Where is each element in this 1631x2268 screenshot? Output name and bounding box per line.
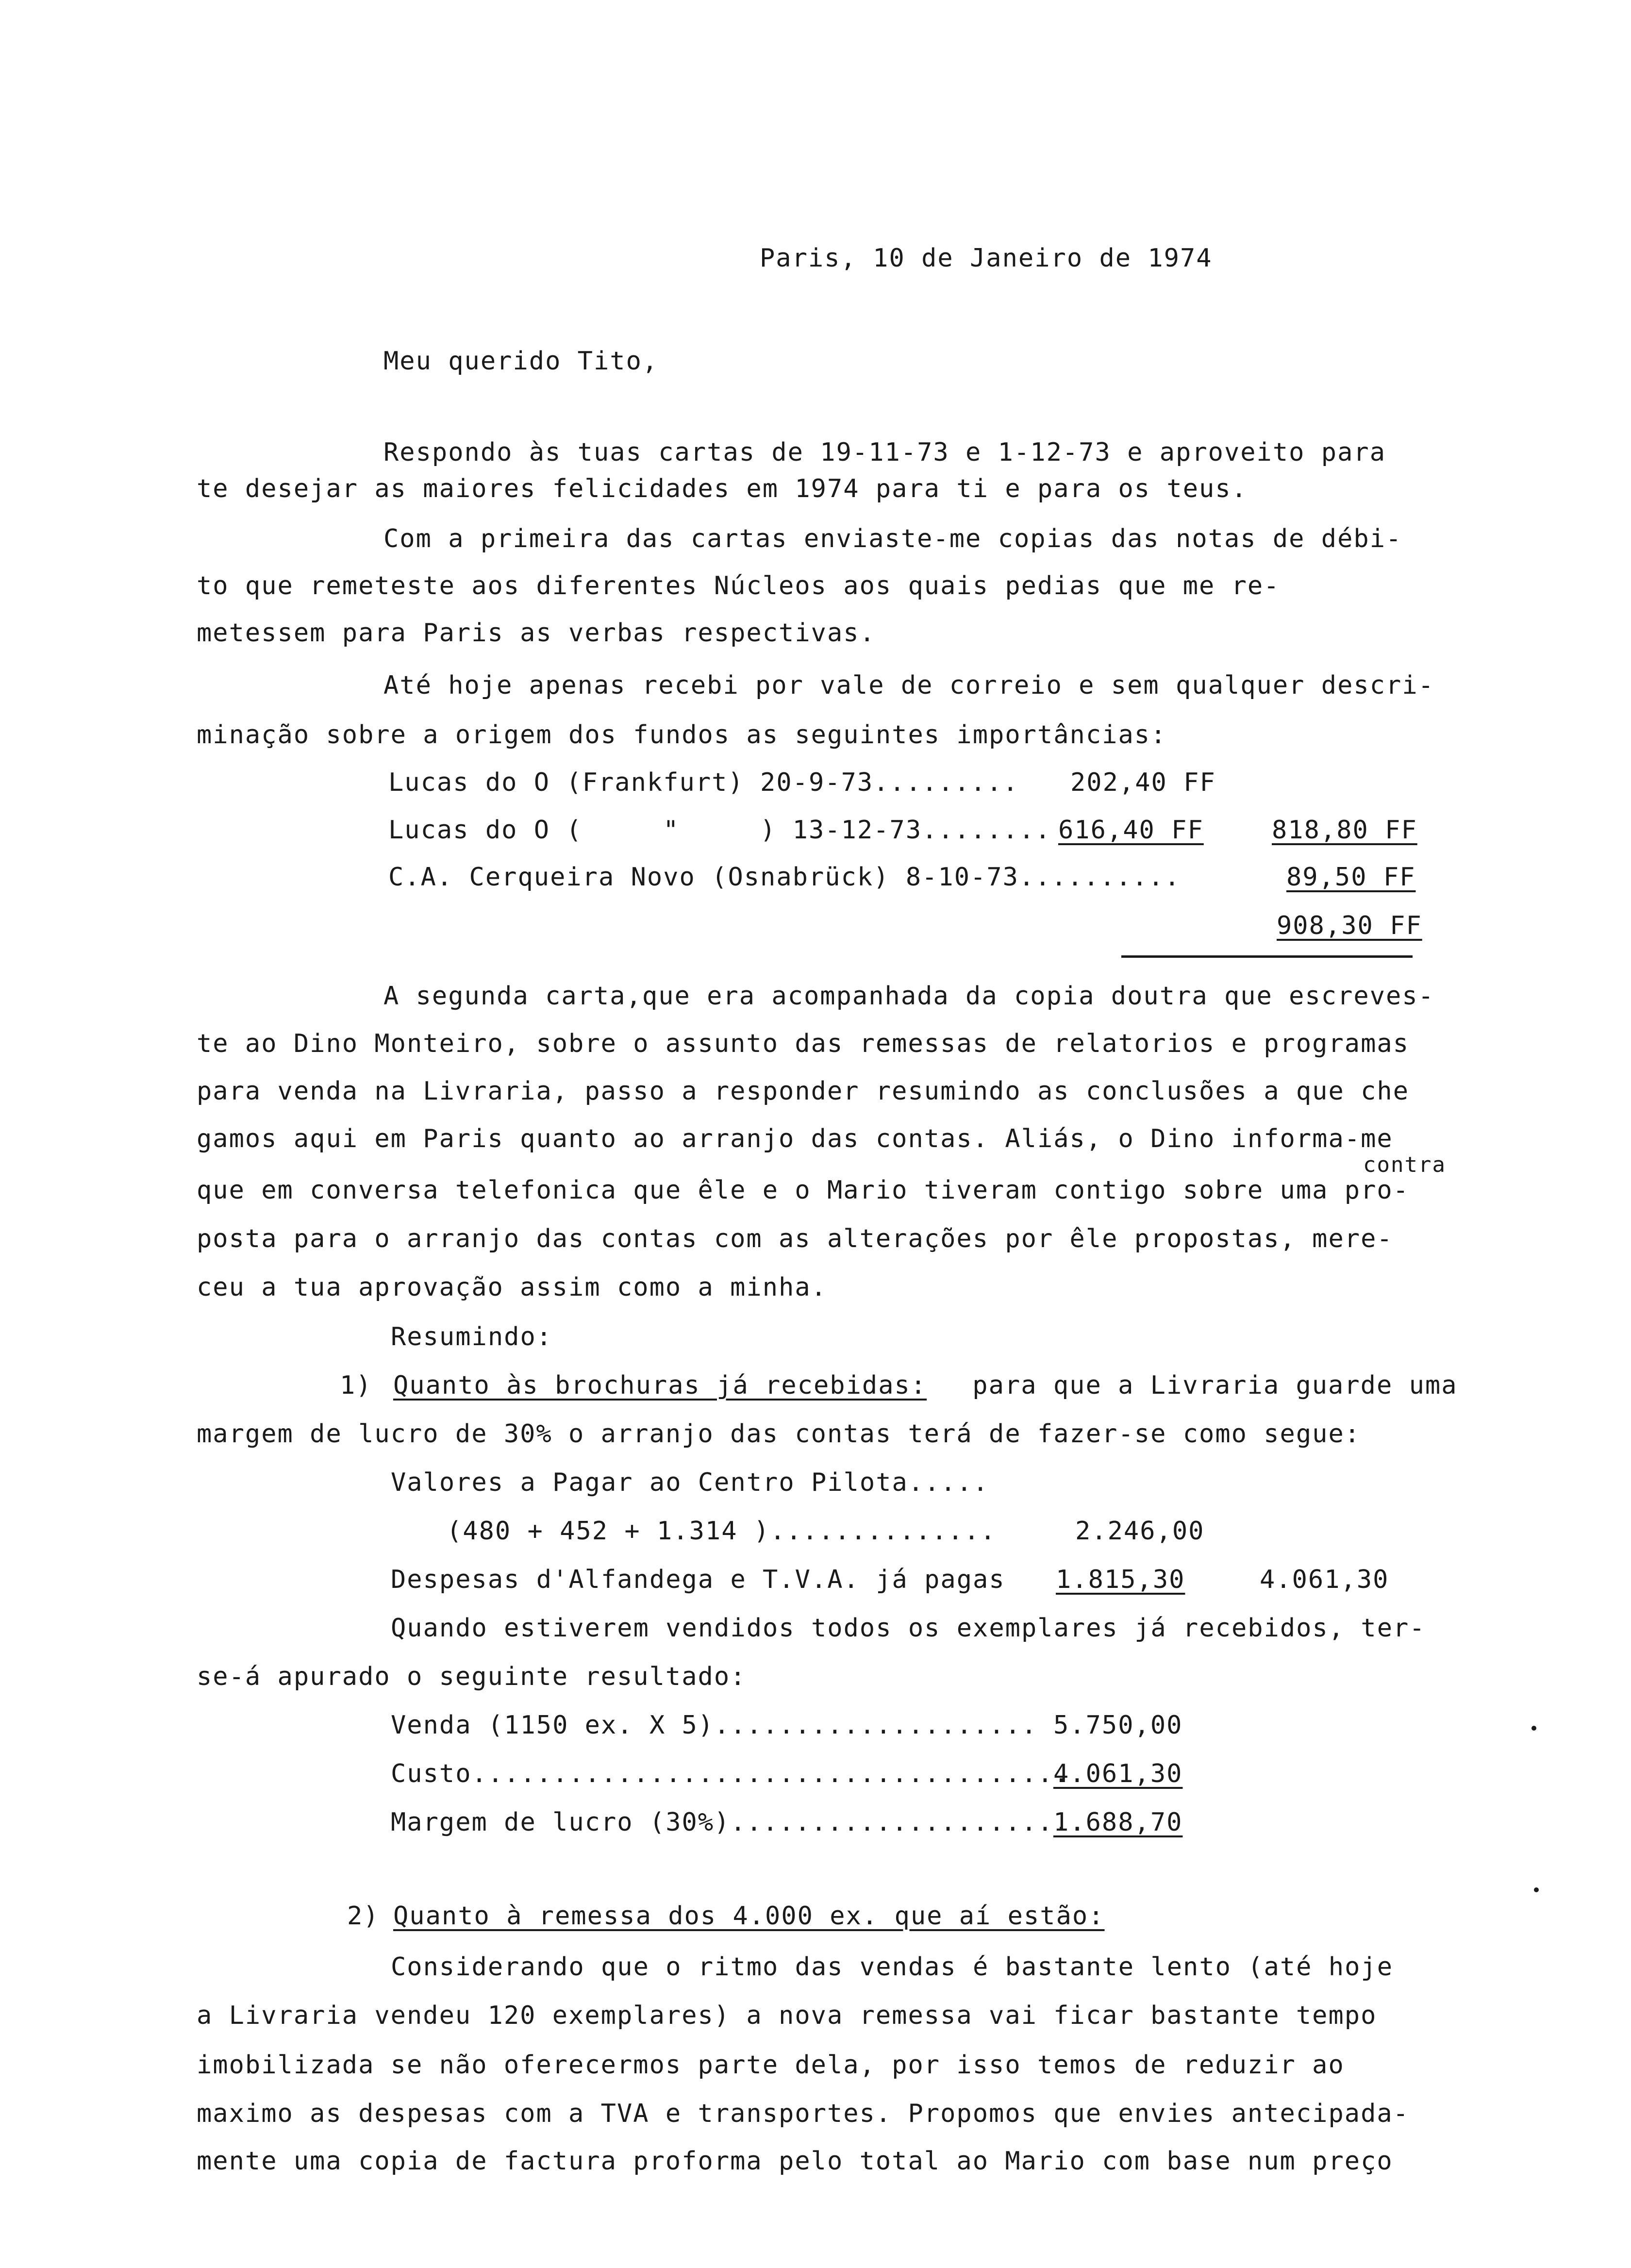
item-1-line-2: margem de lucro de 30% o arranjo das contas terá de fazer-se como segue: bbox=[197, 1419, 1361, 1449]
paragraph-4-line-4: gamos aqui em Paris quanto ao arranjo das contas. Aliás, o Dino informa-me bbox=[197, 1124, 1393, 1153]
item-1-text: para que a Livraria guarde uma bbox=[956, 1371, 1458, 1400]
calc-value: 2.246,00 bbox=[1075, 1517, 1205, 1546]
paragraph-2-line-3: metessem para Paris as verbas respectivas. bbox=[197, 618, 876, 648]
item-2-number: 2) bbox=[347, 1901, 380, 1931]
scan-speck bbox=[1534, 1887, 1539, 1892]
contra-insertion: contra bbox=[1363, 1152, 1446, 1177]
valores-title: Valores a Pagar ao Centro Pilota..... bbox=[391, 1468, 989, 1497]
date-line: Paris, 10 de Janeiro de 1974 bbox=[760, 244, 1213, 273]
receipt-row-3-total: 89,50 FF bbox=[1286, 863, 1416, 892]
receipt-row-2-total: 818,80 FF bbox=[1272, 816, 1417, 845]
item-2-line-5: mente uma copia de factura proforma pelo total ao Mario com base num preço bbox=[197, 2147, 1393, 2176]
paragraph-3-line-2: minação sobre a origem dos fundos as seguintes importâncias: bbox=[197, 720, 1167, 750]
scan-speck bbox=[1531, 1726, 1536, 1731]
paragraph-4-line-6: posta para o arranjo das contas com as alterações por êle propostas, mere- bbox=[197, 1224, 1393, 1253]
item-1-heading: Quanto às brochuras já recebidas: bbox=[393, 1371, 927, 1400]
result-row-venda-value: 5.750,00 bbox=[1053, 1711, 1183, 1740]
result-row-custo-label: Custo..................................... bbox=[391, 1759, 1070, 1788]
item-1-number: 1) bbox=[340, 1371, 372, 1400]
paragraph-2-line-2: to que remeteste aos diferentes Núcleos aos quais pedias que me re- bbox=[197, 571, 1280, 600]
item-2-line-4: maximo as despesas com a TVA e transportes. Propomos que envies antecipada- bbox=[197, 2099, 1409, 2128]
receipt-row-1-amount: 202,40 FF bbox=[1070, 768, 1216, 797]
double-underline-rule bbox=[1121, 955, 1413, 958]
paragraph-4-line-1: A segunda carta,que era acompanhada da copia doutra que escreves- bbox=[383, 982, 1434, 1011]
despesas-label: Despesas d'Alfandega e T.V.A. já pagas bbox=[391, 1565, 1005, 1594]
receipt-row-1-label: Lucas do O (Frankfurt) 20-9-73......... bbox=[388, 768, 1019, 797]
item-2-line-3: imobilizada se não oferecermos parte dela, por isso temos de reduzir ao bbox=[197, 2051, 1345, 2080]
despesas-total: 4.061,30 bbox=[1260, 1565, 1389, 1594]
quando-line-1: Quando estiverem vendidos todos os exemplares já recebidos, ter- bbox=[391, 1614, 1426, 1643]
paragraph-1-line-1: Respondo às tuas cartas de 19-11-73 e 1-12-73 e aproveito para bbox=[383, 438, 1386, 467]
result-row-custo-value: 4.061,30 bbox=[1053, 1759, 1183, 1788]
paragraph-4-line-5: que em conversa telefonica que êle e o Mario tiveram contigo sobre uma pro- bbox=[197, 1176, 1409, 1205]
receipt-row-2-label: Lucas do O ( " ) 13-12-73........ bbox=[388, 816, 1051, 845]
paragraph-3-line-1: Até hoje apenas recebi por vale de correio e sem qualquer descri- bbox=[383, 671, 1434, 700]
receipt-row-3-label: C.A. Cerqueira Novo (Osnabrück) 8-10-73.......... bbox=[388, 863, 1181, 892]
receipt-row-2-amount: 616,40 FF bbox=[1058, 816, 1204, 845]
result-row-venda-label: Venda (1150 ex. X 5).................... bbox=[391, 1711, 1038, 1740]
resumindo-label: Resumindo: bbox=[391, 1322, 553, 1351]
result-row-margem-label: Margem de lucro (30%)...................... bbox=[391, 1808, 1086, 1837]
calc-label: (480 + 452 + 1.314 ).............. bbox=[447, 1517, 997, 1546]
salutation: Meu querido Tito, bbox=[383, 347, 659, 376]
item-2-heading: Quanto à remessa dos 4.000 ex. que aí estão: bbox=[393, 1901, 1105, 1931]
paragraph-4-line-7: ceu a tua aprovação assim como a minha. bbox=[197, 1273, 827, 1302]
paragraph-4-line-2: te ao Dino Monteiro, sobre o assunto das remessas de relatorios e programas bbox=[197, 1029, 1409, 1058]
paragraph-4-line-3: para venda na Livraria, passo a responder resumindo as conclusões a que che bbox=[197, 1077, 1409, 1106]
quando-line-2: se-á apurado o seguinte resultado: bbox=[197, 1662, 747, 1691]
result-row-margem-value: 1.688,70 bbox=[1053, 1808, 1183, 1837]
item-2-line-2: a Livraria vendeu 120 exemplares) a nova remessa vai ficar bastante tempo bbox=[197, 2001, 1377, 2030]
despesas-value: 1.815,30 bbox=[1056, 1565, 1185, 1594]
paragraph-1-line-2: te desejar as maiores felicidades em 1974 para ti e para os teus. bbox=[197, 474, 1248, 503]
paragraph-2-line-1: Com a primeira das cartas enviaste-me copias das notas de débi- bbox=[383, 524, 1402, 553]
item-2-line-1: Considerando que o ritmo das vendas é bastante lento (até hoje bbox=[391, 1952, 1394, 1982]
receipts-grand-total: 908,30 FF bbox=[1277, 911, 1422, 940]
